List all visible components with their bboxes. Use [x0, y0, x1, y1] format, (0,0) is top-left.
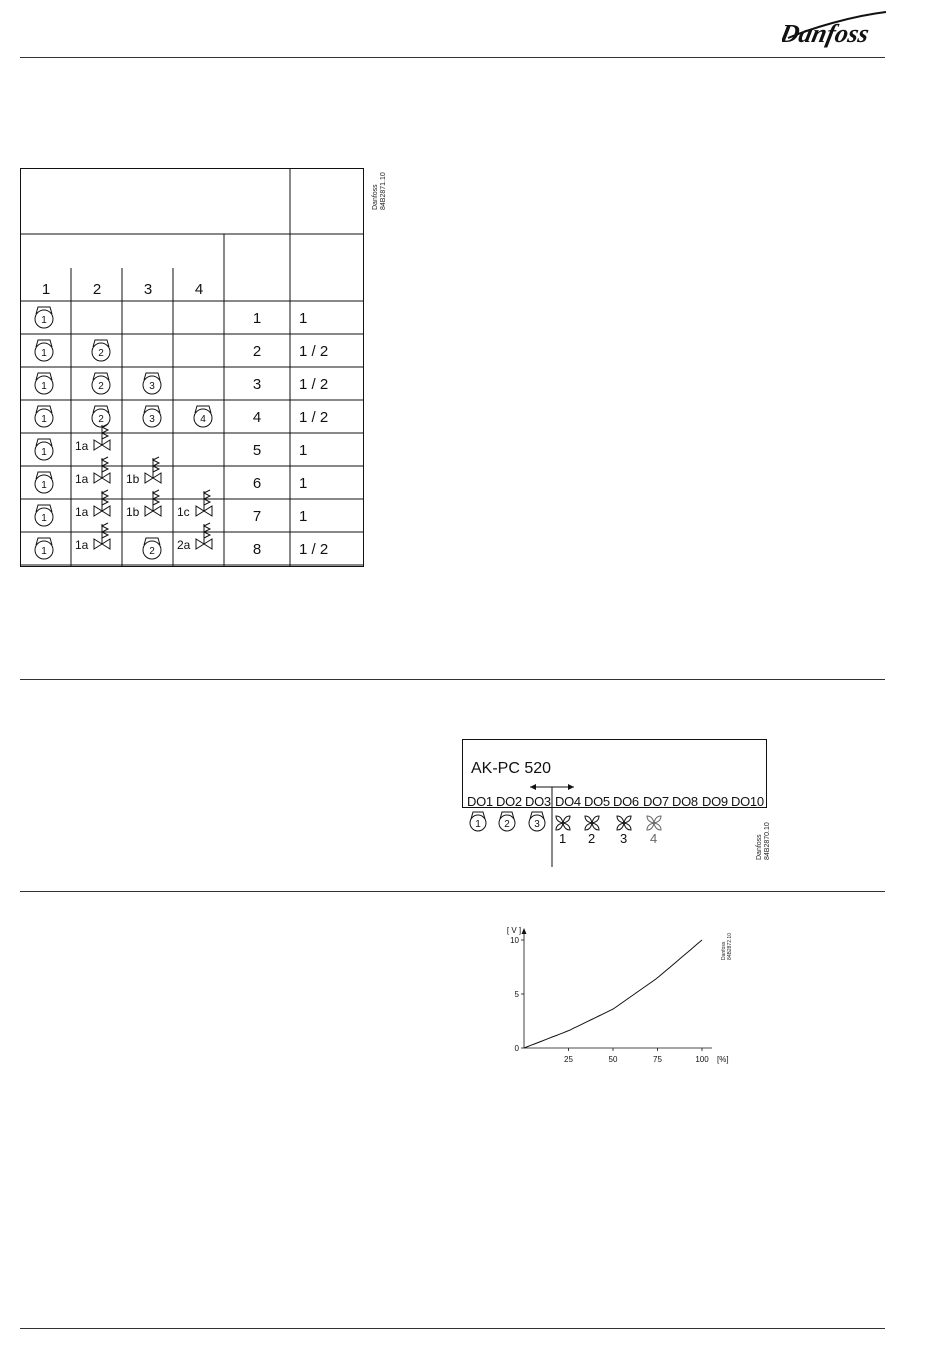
section-divider-1	[20, 679, 885, 680]
unloader-valve-icon	[75, 424, 110, 453]
fan-icon	[585, 816, 599, 830]
fan-number: 3	[620, 831, 628, 846]
fan-blade	[556, 823, 563, 830]
compressor-icon	[92, 340, 110, 361]
column-header: 3	[143, 281, 153, 298]
section-divider-2	[20, 891, 885, 892]
x-tick-label: 75	[653, 1055, 662, 1064]
fan-number: 2	[588, 831, 596, 846]
row-steps: 1 / 2	[299, 541, 329, 558]
compressor-label: 4	[200, 414, 206, 425]
y-axis-arrow	[522, 928, 527, 934]
fan-icon	[647, 816, 661, 830]
voltage-chart	[490, 922, 740, 1072]
danfoss-logo	[782, 8, 890, 50]
unloader-valve-icon	[75, 523, 110, 552]
compressor-icon	[35, 472, 53, 493]
do-output-label: DO3	[525, 794, 551, 809]
compressor-icon	[194, 406, 212, 427]
valve-spring	[204, 490, 210, 505]
compressor-icon	[35, 505, 53, 526]
fan-icon	[617, 816, 631, 830]
valve-label: 1a	[75, 472, 89, 486]
do-output-label: DO6	[613, 794, 639, 809]
row-value: 5	[252, 442, 262, 459]
valve-label: 1b	[126, 472, 140, 486]
compressor-label: 3	[149, 414, 155, 425]
compressor-label: 1	[475, 819, 481, 830]
fan-number: 1	[559, 831, 567, 846]
row-steps: 1	[299, 310, 308, 327]
column-header: 4	[194, 281, 204, 298]
compressor-label: 1	[41, 381, 47, 392]
valve-label: 1b	[126, 505, 140, 519]
compressor-label: 1	[41, 348, 47, 359]
voltage-chart-plot	[490, 922, 740, 1072]
fan-blade	[563, 816, 570, 823]
fan-blade	[624, 816, 631, 823]
table-figure-id: Danfoss 84B2871.10	[372, 172, 387, 210]
valve-spring	[204, 523, 210, 538]
compressor-icon	[143, 538, 161, 559]
row-steps: 1	[299, 442, 308, 459]
row-steps: 1 / 2	[299, 376, 329, 393]
valve-label: 1a	[75, 439, 89, 453]
compressor-label: 2	[98, 414, 104, 425]
fan-blade	[624, 823, 631, 830]
compressor-label: 2	[149, 546, 155, 557]
valve-spring	[102, 490, 108, 505]
row-value: 1	[252, 310, 262, 327]
fan-blade	[585, 823, 592, 830]
footer-divider	[20, 1328, 885, 1329]
compressor-icon	[92, 373, 110, 394]
fan-blade	[563, 823, 570, 830]
do-diagram-title: AK-PC 520	[471, 760, 552, 777]
row-value: 4	[252, 409, 262, 426]
valve-spring	[102, 457, 108, 472]
row-steps: 1	[299, 475, 308, 492]
unloader-valve-icon	[177, 523, 212, 552]
compressor-label: 2	[98, 381, 104, 392]
compressor-label: 2	[504, 819, 510, 830]
unloader-valve-icon	[177, 490, 212, 519]
row-steps: 1 / 2	[299, 409, 329, 426]
fan-blade	[654, 816, 661, 823]
row-steps: 1 / 2	[299, 343, 329, 360]
unloader-valve-icon	[75, 457, 110, 486]
unloader-valve-icon	[75, 490, 110, 519]
row-value: 7	[252, 508, 262, 525]
chart-figure-id: Danfoss 84B2872.10	[721, 933, 733, 960]
row-value: 3	[252, 376, 262, 393]
compressor-icon	[499, 812, 515, 831]
compressor-label: 1	[41, 546, 47, 557]
header-divider	[20, 57, 885, 58]
do-output-diagram	[462, 739, 772, 871]
fan-blade	[585, 816, 592, 823]
fan-blade	[592, 816, 599, 823]
fan-blade	[556, 816, 563, 823]
compressor-table	[20, 168, 364, 567]
do-output-label: DO8	[672, 794, 698, 809]
fan-blade	[654, 823, 661, 830]
compressor-icon	[143, 406, 161, 427]
compressor-icon	[35, 373, 53, 394]
valve-label: 1a	[75, 505, 89, 519]
do-figure-id: Danfoss 84B2870.10	[756, 822, 771, 860]
fan-blade	[617, 823, 624, 830]
unloader-valve-icon	[126, 490, 161, 519]
row-value: 6	[252, 475, 262, 492]
x-tick-label: 100	[695, 1055, 709, 1064]
fan-number: 4	[650, 831, 658, 846]
row-value: 8	[252, 541, 262, 558]
x-axis-label: [%]	[717, 1055, 729, 1064]
compressor-icon	[35, 538, 53, 559]
row-steps: 1	[299, 508, 308, 525]
do-output-label: DO7	[643, 794, 669, 809]
column-header: 1	[41, 281, 51, 298]
compressor-icon	[35, 307, 53, 328]
y-tick-label: 5	[514, 990, 519, 999]
compressor-label: 1	[41, 513, 47, 524]
compressor-label: 1	[41, 480, 47, 491]
x-tick-label: 25	[564, 1055, 573, 1064]
compressor-icon	[35, 406, 53, 427]
valve-label: 1a	[75, 538, 89, 552]
compressor-icon	[529, 812, 545, 831]
y-tick-label: 0	[514, 1044, 519, 1053]
compressor-label: 1	[41, 414, 47, 425]
valve-label: 2a	[177, 538, 191, 552]
valve-spring	[153, 457, 159, 472]
compressor-label: 1	[41, 447, 47, 458]
compressor-label: 3	[149, 381, 155, 392]
do-output-label: DO4	[555, 794, 581, 809]
compressor-label: 3	[534, 819, 540, 830]
y-axis-label: [ V ]	[506, 926, 522, 935]
row-value: 2	[252, 343, 262, 360]
x-tick-label: 50	[608, 1055, 618, 1064]
fan-blade	[647, 816, 654, 823]
fan-icon	[556, 816, 570, 830]
y-tick-label: 10	[510, 936, 519, 945]
unloader-valve-icon	[126, 457, 161, 486]
fan-blade	[647, 823, 654, 830]
do-output-label: DO10	[731, 794, 764, 809]
column-header: 2	[92, 281, 102, 298]
do-output-label: DO1	[467, 794, 493, 809]
valve-label: 1c	[177, 505, 190, 519]
compressor-icon	[35, 340, 53, 361]
svg-text:Danfoss: Danfoss	[782, 19, 872, 48]
compressor-icon	[470, 812, 486, 831]
do-output-label: DO2	[496, 794, 522, 809]
series-line	[524, 940, 702, 1048]
do-output-label: DO9	[702, 794, 728, 809]
compressor-label: 1	[41, 315, 47, 326]
compressor-icon	[143, 373, 161, 394]
valve-spring	[153, 490, 159, 505]
valve-spring	[102, 523, 108, 538]
fan-blade	[617, 816, 624, 823]
compressor-table-grid	[20, 168, 364, 567]
fan-blade	[592, 823, 599, 830]
do-output-label: DO5	[584, 794, 610, 809]
compressor-icon	[35, 439, 53, 460]
compressor-label: 2	[98, 348, 104, 359]
